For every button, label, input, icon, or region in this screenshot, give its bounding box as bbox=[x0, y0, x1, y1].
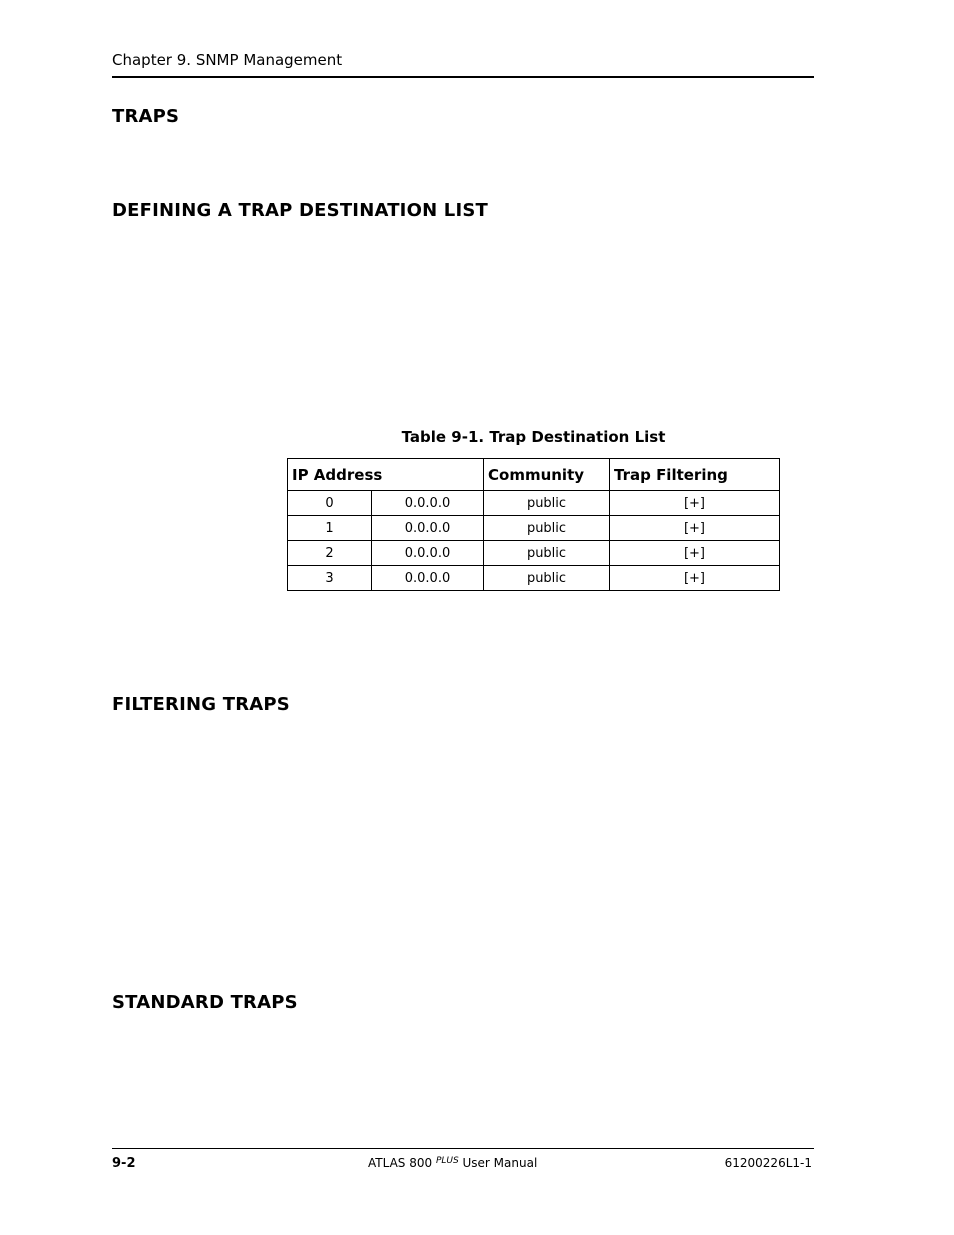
trap-filtering-cell: [+] bbox=[610, 491, 780, 516]
table-caption: Table 9-1. Trap Destination List bbox=[401, 428, 666, 446]
column-header-community: Community bbox=[484, 459, 610, 491]
manual-title-superscript: PLUS bbox=[435, 1156, 459, 1166]
ip-address-cell: 0.0.0.0 bbox=[372, 516, 484, 541]
community-cell: public bbox=[484, 566, 610, 591]
trap-destination-table bbox=[287, 458, 780, 591]
trap-filtering-cell: [+] bbox=[610, 541, 780, 566]
manual-title-prefix: ATLAS 800 bbox=[368, 1156, 433, 1170]
page-number: 9-2 bbox=[112, 1156, 136, 1171]
ip-address-cell: 0.0.0.0 bbox=[372, 491, 484, 516]
table-row bbox=[288, 541, 780, 566]
running-head: Chapter 9. SNMP Management bbox=[112, 51, 343, 69]
table-row bbox=[288, 516, 780, 541]
row-index: 2 bbox=[288, 541, 372, 566]
row-index: 0 bbox=[288, 491, 372, 516]
trap-filtering-cell: [+] bbox=[610, 566, 780, 591]
header-rule bbox=[112, 76, 814, 78]
section-heading-filtering-traps: FILTERING TRAPS bbox=[112, 694, 290, 715]
section-heading-defining-trap-destination-list: DEFINING A TRAP DESTINATION LIST bbox=[112, 200, 489, 221]
table-row bbox=[288, 566, 780, 591]
manual-title bbox=[368, 1156, 537, 1170]
trap-filtering-cell: [+] bbox=[610, 516, 780, 541]
community-cell: public bbox=[484, 516, 610, 541]
document-number: 61200226L1-1 bbox=[724, 1156, 812, 1170]
footer-rule bbox=[112, 1148, 814, 1149]
section-heading-standard-traps: STANDARD TRAPS bbox=[112, 992, 298, 1013]
ip-address-cell: 0.0.0.0 bbox=[372, 566, 484, 591]
table-row bbox=[288, 491, 780, 516]
manual-title-suffix: User Manual bbox=[458, 1156, 538, 1170]
ip-address-cell: 0.0.0.0 bbox=[372, 541, 484, 566]
row-index: 1 bbox=[288, 516, 372, 541]
row-index: 3 bbox=[288, 566, 372, 591]
column-header-ip-address: IP Address bbox=[288, 459, 484, 491]
community-cell: public bbox=[484, 491, 610, 516]
column-header-trap-filtering: Trap Filtering bbox=[610, 459, 780, 491]
community-cell: public bbox=[484, 541, 610, 566]
section-heading-traps: TRAPS bbox=[112, 106, 180, 127]
table-header-row bbox=[288, 459, 780, 491]
